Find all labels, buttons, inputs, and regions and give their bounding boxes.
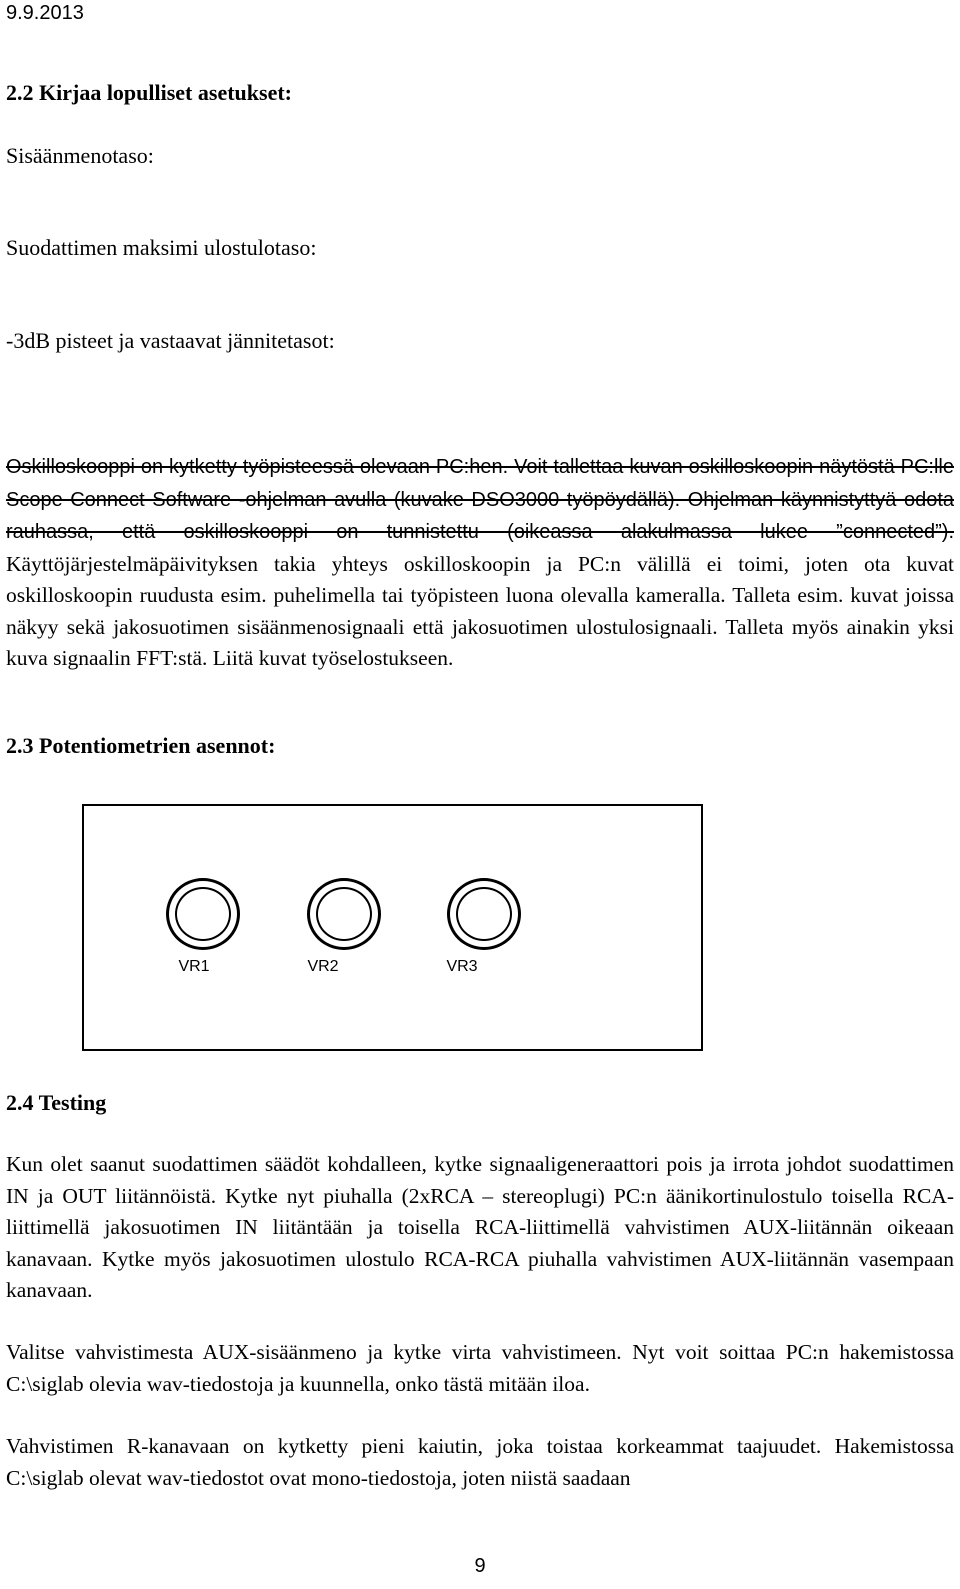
vr2-label: VR2: [307, 958, 339, 975]
field-input-level: Sisäänmenotaso:: [6, 143, 154, 168]
vr1-knob-icon: [166, 878, 240, 950]
section-2-3-title: 2.3 Potentiometrien asennot:: [6, 733, 276, 758]
testing-paragraph-3: Vahvistimen R-kanavaan on kytketty pieni kaiutin, joka toistaa korkeammat taajuudet. Hakemistossa C:\siglab olevat wav-tiedostot ovat mono-tiedostoja, joten niistä saadaan: [6, 1434, 954, 1490]
testing-paragraph-2: Valitse vahvistimesta AUX-sisäänmeno ja kytke virta vahvistimeen. Nyt voit soittaa PC:n hakemistossa C:\siglab olevia wav-tiedostoja ja kuunnella, onko tästä mitään iloa.: [6, 1340, 954, 1396]
testing-paragraph-1: Kun olet saanut suodattimen säädöt kohdalleen, kytke signaaligeneraattori pois ja irrota johdot suodattimen IN ja OUT liitännöistä. Kytke nyt piuhalla (2xRCA – stereoplugi) PC:n äänikortinulostulo toisella RCA-liittimellä jakosuotimen IN liitäntään ja toisella RCA-liittimellä vahvistimen AUX-liitännän oikeaan kanavaan. Kytke myös jakosuotimen ulostulo RCA-RCA piuhalla vahvistimen AUX-liitännän vasempaan kanavaan.: [6, 1152, 954, 1302]
updated-instructions: Käyttöjärjestelmäpäivityksen takia yhteys oskilloskoopin ja PC:n välillä ei toimi, joten ota kuvat oskilloskoopin ruudusta esim. puhelimella tai työpisteen luona olevalla kameralla. Talleta esim. kuvat joissa näkyy sekä jakosuotimen sisäänmenosignaali että jakosuotimen ulostulosignaali. Talleta myös ainakin yksi kuva signaalin FFT:stä. Liitä kuvat työselostukseen.: [6, 551, 954, 670]
vr2-knob-icon: [307, 878, 381, 950]
page-number: 9: [474, 1555, 486, 1577]
section-2-4-title: 2.4 Testing: [6, 1090, 107, 1115]
vr3-label: VR3: [446, 958, 478, 975]
vr1-label: VR1: [178, 958, 210, 975]
vr3-knob-icon: [447, 878, 521, 950]
potentiometer-panel: [82, 804, 703, 1051]
header-date: 9.9.2013: [6, 2, 84, 24]
section-2-2-title: 2.2 Kirjaa lopulliset asetukset:: [6, 80, 292, 105]
struck-instructions: Oskilloskooppi on kytketty työpisteessä olevaan PC:hen. Voit tallettaa kuvan oskilloskoopin näytöstä PC:lle Scope Connect Software -ohjelman avulla (kuvake DSO3000 työpöydällä). Ohjelman käynnistyttyä odota rauhassa, että oskilloskooppi on tunnistettu (oikeassa alakulmassa lukee ”connected”).: [6, 456, 954, 543]
field-max-output-level: Suodattimen maksimi ulostulotaso:: [6, 235, 317, 260]
field-3db-points: -3dB pisteet ja vastaavat jännitetasot:: [6, 328, 335, 353]
oscilloscope-paragraph: [6, 451, 954, 675]
